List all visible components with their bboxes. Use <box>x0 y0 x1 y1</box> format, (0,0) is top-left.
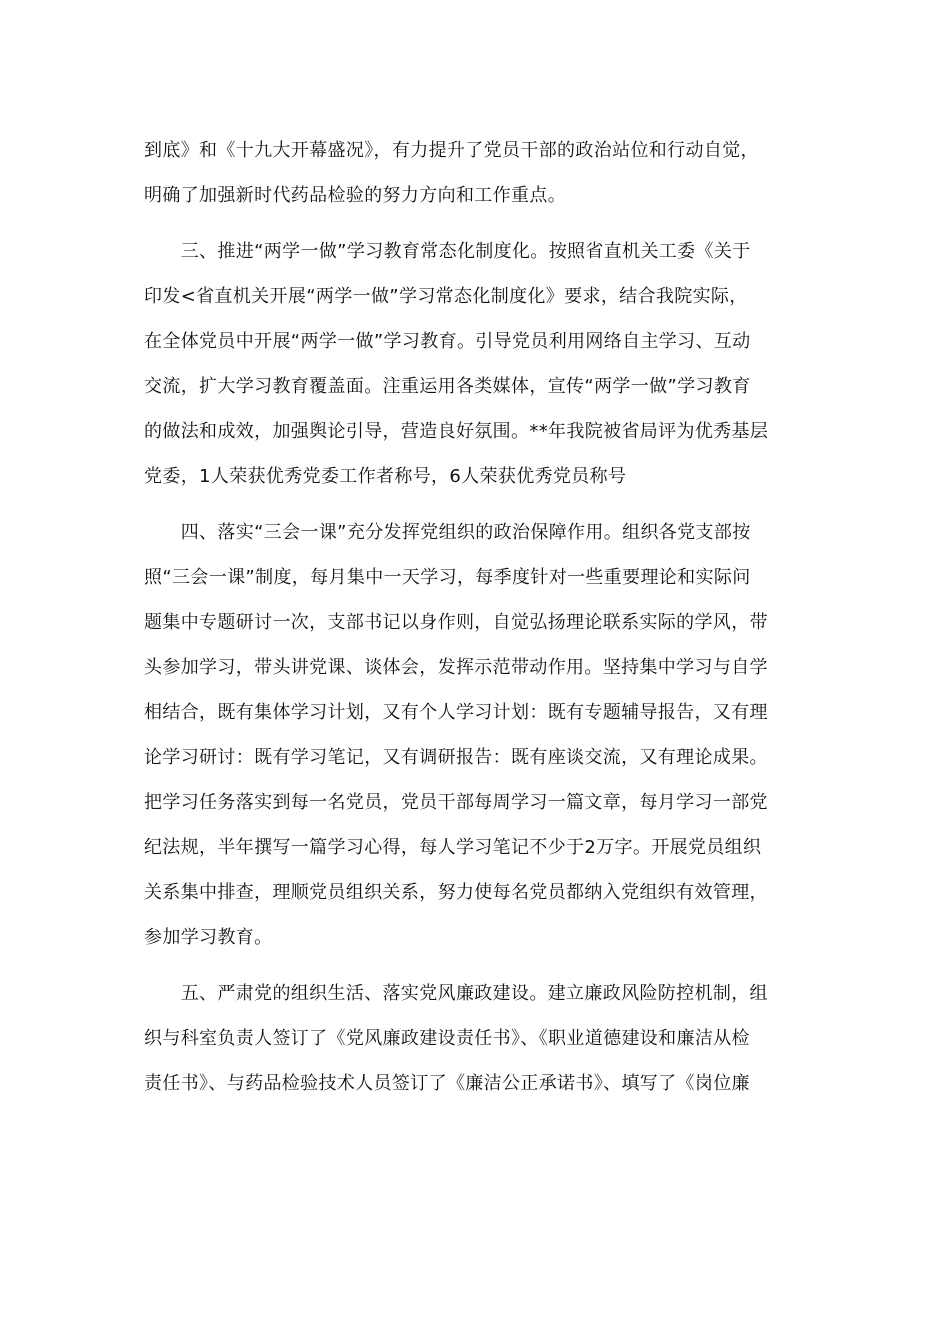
paragraph-section-five <box>144 971 806 1106</box>
text-line: 头参加学习，带头讲党课、谈体会，发挥示范带动作用。坚持集中学习与自学 <box>144 657 768 678</box>
text-line: 到底》和《十九大开幕盛况》，有力提升了党员干部的政治站位和行动自觉， <box>144 140 759 161</box>
text-line: 交流，扩大学习教育覆盖面。注重运用各类媒体，宣传“两学一做”学习教育 <box>144 376 751 397</box>
paragraph-continuation <box>144 128 806 218</box>
text-line: 党委，1人荣获优秀党委工作者称号，6人荣获优秀党员称号 <box>144 466 627 487</box>
text-line: 五、严肃党的组织生活、落实党风廉政建设。建立廉政风险防控机制，组 <box>144 983 768 1004</box>
text-line: 三、推进“两学一做”学习教育常态化制度化。按照省直机关工委《关于 <box>144 241 751 262</box>
text-line: 在全体党员中开展“两学一做”学习教育。引导党员利用网络自主学习、互动 <box>144 331 751 352</box>
text-line: 明确了加强新时代药品检验的努力方向和工作重点。 <box>144 185 567 206</box>
text-line: 纪法规，半年撰写一篇学习心得，每人学习笔记不少于2万字。开展党员组织 <box>144 837 762 858</box>
paragraph-section-three <box>144 229 806 499</box>
text-line: 参加学习教育。 <box>144 927 273 948</box>
text-line: 论学习研讨：既有学习笔记，又有调研报告：既有座谈交流，又有理论成果。 <box>144 747 768 768</box>
text-line: 照“三会一课”制度，每月集中一天学习，每季度针对一些重要理论和实际问 <box>144 567 751 588</box>
paragraph-section-four <box>144 510 806 960</box>
text-line: 题集中专题研讨一次，支部书记以身作则，自觉弘扬理论联系实际的学风，带 <box>144 612 768 633</box>
text-line: 把学习任务落实到每一名党员，党员干部每周学习一篇文章，每月学习一部党 <box>144 792 768 813</box>
text-line: 的做法和成效，加强舆论引导，营造良好氛围。**年我院被省局评为优秀基层 <box>144 421 769 442</box>
text-line: 四、落实“三会一课”充分发挥党组织的政治保障作用。组织各党支部按 <box>144 522 751 543</box>
text-line: 相结合，既有集体学习计划，又有个人学习计划：既有专题辅导报告，又有理 <box>144 702 768 723</box>
document-body <box>144 128 806 1106</box>
text-line: 织与科室负责人签订了《党风廉政建设责任书》、《职业道德建设和廉洁从检 <box>144 1028 750 1049</box>
text-line: 关系集中排查，理顺党员组织关系，努力使每名党员都纳入党组织有效管理， <box>144 882 768 903</box>
text-line: 责任书》、与药品检验技术人员签订了《廉洁公正承诺书》、填写了《岗位廉 <box>144 1073 750 1094</box>
text-line: 印发<省直机关开展“两学一做”学习常态化制度化》要求，结合我院实际， <box>144 286 748 307</box>
